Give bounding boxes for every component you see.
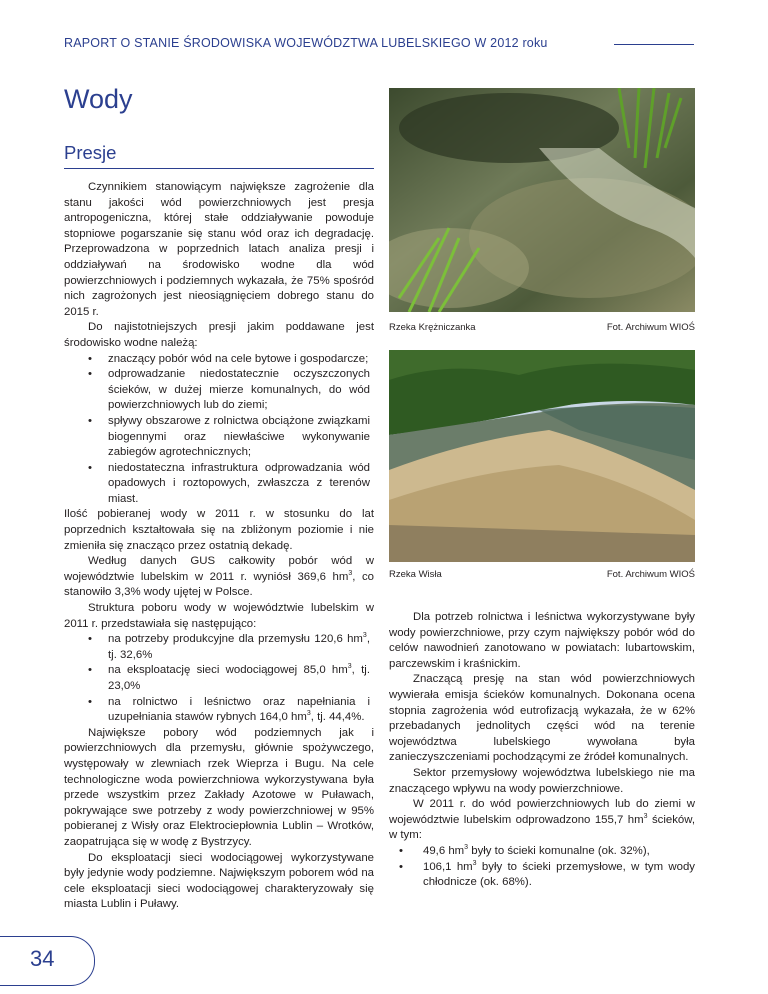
paragraph: Czynnikiem stanowiącym największe zagrożenie dla stanu jakości wód powierzchniowych jest presja antropogeniczna, której stałe oddziaływanie powoduje stopniowe pogarszanie się stanu wód oraz ich degradację. Przeprowadzona w poprzednich latach analiza presji i oddziaływań na środowisko wodne dla wód powierzchniowych i podziemnych wykazała, że 75% spośród nich zagrożonych jest nieosiągnięciem dobrego stanu do 2015 r. [64,181,374,318]
subsection-rule [64,168,374,169]
paragraph: Największe pobory wód podziemnych jak i powierzchniowych dla przemysłu, głównie spożywczego, występowały w zlewniach rzek Wieprza i Bugu. Na cele technologiczne woda powierzchniowa wykorzystywana była przede wszystkim przez Zakłady Azotowe w Puławach, pokrywające swe potrzeby z wody powierzchniowej w 95% pobieranej z Wisły oraz Elektrociepłownia Lublin – Wrotków, zaopatrująca się w wodę z Bystrzycy. [64,726,374,848]
text: na rolnictwo i leśnictwo oraz napełniania i uzupełniania stawów rybnych 164,0 hm [108,695,370,724]
superscript: 3 [464,844,469,852]
water-structure-list [64,632,374,726]
text: 49,6 hm [423,844,465,857]
paragraph: Ilość pobieranej wody w 2011 r. w stosunku do lat poprzednich kształtowała się na zbliżonym poziomie i nie zmieniła się znacząco przez ostatnią dekadę. [64,508,374,552]
list-item: • spływy obszarowe z rolnictwa obciążone związkami biogennymi oraz niewłaściwe wykonywanie zabiegów agrotechnicznych; [64,414,374,461]
photo-credit: Fot. Archiwum WIOŚ [606,322,695,333]
photo-credit: Fot. Archiwum WIOŚ [606,569,695,580]
superscript: 3 [348,570,353,578]
list-item: • niedostateczna infrastruktura odprowadzania wód opadowych i roztopowych, zwłaszcza z terenów miast. [64,461,374,508]
text: na potrzeby produkcyjne dla przemysłu 120,6 hm [108,633,363,646]
text: ścieków, w tym: [389,813,695,842]
left-column [64,180,374,913]
pressures-list [64,352,374,508]
photo-wisla [389,350,695,562]
text: Według danych GUS całkowity pobór wód w województwie lubelskim w 2011 r. wyniósł 369,6 hm [64,555,374,583]
list-item [64,663,374,694]
right-column [389,610,695,891]
paragraph: Sektor przemysłowy województwa lubelskiego nie ma znaczącego wpływu na wody powierzchniowe. [389,766,695,795]
paragraph: Dla potrzeb rolnictwa i leśnictwa wykorzystywane były wody powierzchniowe, przy czym największy pobór wód do celów nawodnień zanotowano w powiatach: lubartowskim, parczewskim i kraśnickim. [389,611,695,670]
paragraph: Do najistotniejszych presji jakim poddawane jest środowisko wodne należą: [64,321,374,349]
list-item [64,695,374,726]
list-item: • odprowadzanie niedostatecznie oczyszczonych ścieków, w dużej mierze komunalnych, do wód powierzchniowych lub do ziemi; [64,367,374,414]
text: , tj. 44,4%. [310,711,365,724]
text: , co stanowiło 3,3% wody ujętej w Polsce. [64,570,374,599]
text: na eksploatację sieci wodociągowej 85,0 hm [108,664,348,677]
text: były to ścieki komunalne (ok. 32%), [468,844,650,857]
list-item [389,844,695,860]
list-item [389,860,695,891]
subsection-title: Presje [64,142,117,163]
paragraph [64,554,374,601]
running-header: RAPORT O STANIE ŚRODOWISKA WOJEWÓDZTWA LUBELSKIEGO W 2012 roku [64,36,548,50]
photo-caption: Rzeka Krężniczanka [389,322,476,333]
paragraph: Struktura poboru wody w województwie lubelskim w 2011 r. przedstawiała się następująco: [64,602,374,630]
superscript: 3 [347,663,352,671]
section-title: Wody [64,84,133,114]
superscript: 3 [306,710,311,718]
paragraph: Znaczącą presję na stan wód powierzchniowych wywierała emisja ścieków komunalnych. Dokonana ocena stopnia zagrożenia wód eutrofizacją wykazała, że w 62% przebadanych jednolitych części wód na terenie województwa lubelskiego wywołana była zanieczyszczeniami pochodzącymi ze źródeł komunalnych. [389,673,695,764]
text: 106,1 hm [423,860,473,873]
superscript: 3 [472,859,477,867]
page-number: 34 [30,946,55,971]
paragraph: Do eksploatacji sieci wodociągowej wykorzystywane były jedynie wody podziemne. Największym poborem wód na cele eksploatacji sieci wodociągowej charakteryzowały się miasta Lublin i Puławy. [64,851,374,911]
text: W 2011 r. do wód powierzchniowych lub do ziemi w województwie lubelskim odprowadzono 155,7 hm [389,798,695,826]
paragraph [389,797,695,844]
photo-caption: Rzeka Wisła [389,569,442,580]
text: , tj. 32,6% [108,633,370,661]
list-item [64,632,374,663]
superscript: 3 [362,632,367,640]
text: , tj. 23,0% [108,664,370,692]
header-rule [614,44,694,45]
list-item: • znaczący pobór wód na cele bytowe i gospodarcze; [64,352,374,368]
superscript: 3 [643,812,648,820]
text: były to ścieki przemysłowe, w tym wody chłodnicze (ok. 68%). [423,860,695,889]
photo-krezniczanka [389,88,695,312]
sewage-list [389,844,695,891]
